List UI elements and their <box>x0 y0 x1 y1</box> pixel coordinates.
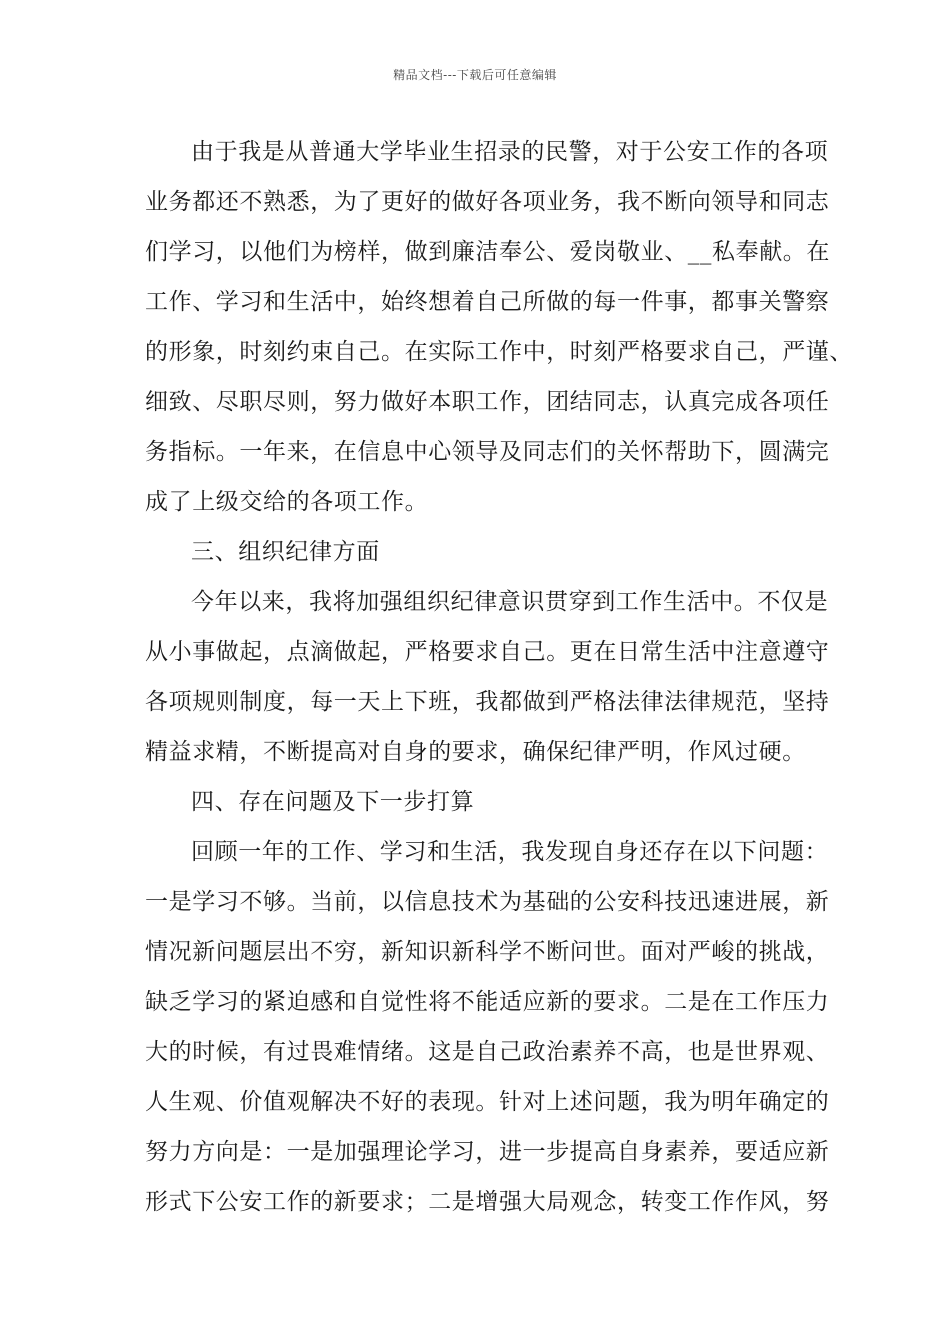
text-line: 四、存在问题及下一步打算 <box>191 789 475 815</box>
text-line: 的形象，时刻约束自己。在实际工作中，时刻严格要求自己，严谨、 <box>145 339 853 365</box>
text-line: 成了上级交给的各项工作。 <box>145 489 429 515</box>
text-line: 工作、学习和生活中，始终想着自己所做的每一件事，都事关警察 <box>145 289 830 315</box>
text-line: 业务都还不熟悉，为了更好的做好各项业务，我不断向领导和同志 <box>145 189 830 215</box>
text-line: 缺乏学习的紧迫感和自觉性将不能适应新的要求。二是在工作压力 <box>145 989 830 1015</box>
text-line: 务指标。一年来，在信息中心领导及同志们的关怀帮助下，圆满完 <box>145 439 830 465</box>
text-line: 细致、尽职尽则，努力做好本职工作，团结同志，认真完成各项任 <box>145 389 830 415</box>
text-line: 各项规则制度，每一天上下班，我都做到严格法律法律规范，坚持 <box>145 689 830 715</box>
text-line: 回顾一年的工作、学习和生活，我发现自身还存在以下问题： <box>191 839 829 865</box>
page-watermark: 精品文档---下载后可任意编辑 <box>393 68 557 82</box>
text-line: 一是学习不够。当前，以信息技术为基础的公安科技迅速进展，新 <box>145 889 830 915</box>
text-line: 努力方向是：一是加强理论学习，进一步提高自身素养，要适应新 <box>145 1139 830 1165</box>
text-line: 精益求精，不断提高对自身的要求，确保纪律严明，作风过硬。 <box>145 739 806 765</box>
text-line: 今年以来，我将加强组织纪律意识贯穿到工作生活中。不仅是 <box>191 589 829 615</box>
text-line: 三、组织纪律方面 <box>191 539 380 565</box>
text-line: 从小事做起，点滴做起，严格要求自己。更在日常生活中注意遵守 <box>145 639 830 665</box>
text-line: 由于我是从普通大学毕业生招录的民警，对于公安工作的各项 <box>191 139 829 165</box>
text-line: 形式下公安工作的新要求；二是增强大局观念，转变工作作风，努 <box>145 1189 830 1215</box>
text-line: 大的时候，有过畏难情绪。这是自己政治素养不高，也是世界观、 <box>145 1039 830 1065</box>
text-line: 们学习，以他们为榜样，做到廉洁奉公、爱岗敬业、__私奉献。在 <box>145 239 830 265</box>
text-line: 情况新问题层出不穷，新知识新科学不断问世。面对严峻的挑战， <box>145 939 830 965</box>
document-body <box>145 132 853 1232</box>
text-line: 人生观、价值观解决不好的表现。针对上述问题，我为明年确定的 <box>145 1089 830 1115</box>
